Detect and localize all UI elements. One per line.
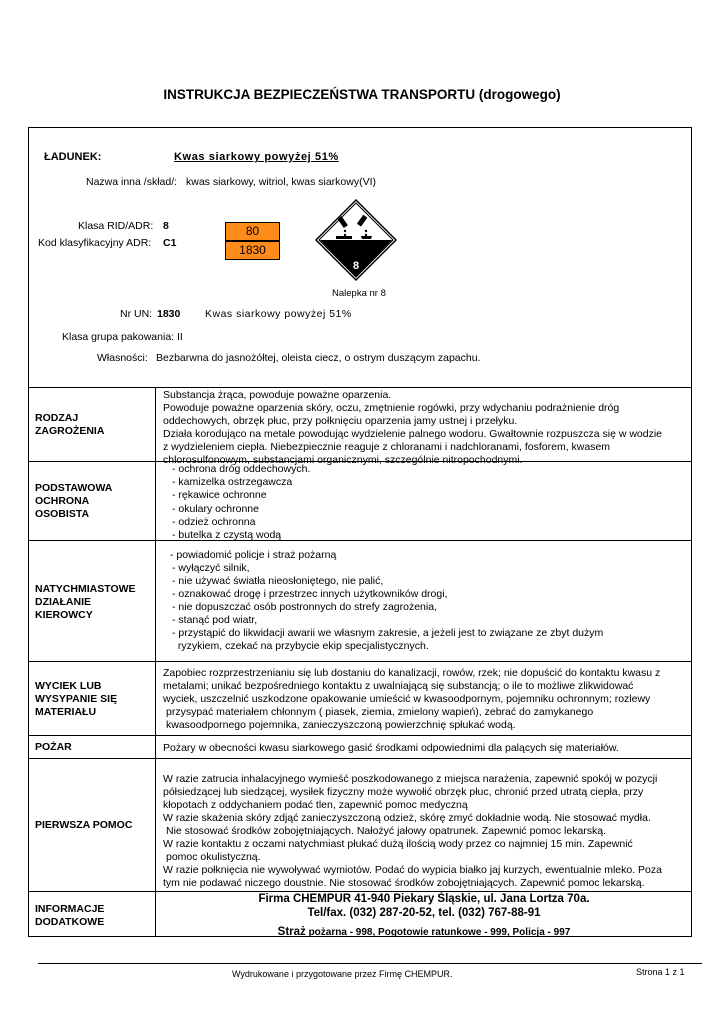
list-item: - powiadomić policje i straż pożarną — [170, 549, 337, 561]
un-label: Nr UN: — [120, 308, 153, 320]
driver-label: NATYCHMIASTOWE DZIAŁANIE KIEROWCY — [35, 583, 136, 621]
properties-value: Bezbarwna do jasnożółtej, oleista ciecz, o ostrym duszącym zapachu. — [156, 352, 481, 364]
un-name: Kwas siarkowy powyżej 51% — [205, 308, 352, 320]
list-item: - okulary ochronne — [172, 502, 259, 515]
list-item: - odzież ochronna — [172, 515, 256, 528]
label-caption: Nalepka nr 8 — [332, 288, 386, 299]
corrosive-label-icon — [314, 198, 398, 282]
divider — [28, 758, 692, 759]
footer-divider — [38, 963, 702, 964]
list-item: ryzykiem, czekać na przybycie ekip specjalistycznych. — [172, 640, 429, 652]
divider — [28, 735, 692, 736]
divider — [28, 540, 692, 541]
first-aid-text: W razie zatrucia inhalacyjnego wymieść poszkodowanego z miejsca narażenia, zapewnić spokój w pozycji półsiedzącej lub siedzącej, wysiłek fizyczny może wywołić obrzęk płuc, chronić przed utratą ciepła, przy kłopotach z oddychaniem podać tlen, zapewnić pomoc medyczną W razie skażenia skóry zdjąć zanieczyszczoną odzież, skórę zmyć dokładnie wodą. Nie stosować mydła. Nie stosować środków zobojętniających. Nałożyć jałowy opatrunek. Zapewnić pomoc lekarską. W razie kontaktu z oczami natychmiast płukać dużą ilością wody przez co najmniej 15 min. Zapewnić pomoc okulistyczną. W razie połknięcia nie wywoływać wymiotów. Podać do wypicia białko jaj kurzych, ewentualnie mleko. Poza tym nie podawać niczego doustnie. Nie stosować środków zobojętniających. Zapewnić pomoc lekarską. — [163, 773, 662, 889]
properties-label: Własności: — [97, 352, 148, 364]
driver-list — [170, 549, 603, 653]
fire-label: POŻAR — [35, 741, 72, 753]
printed-by: Wydrukowane i przygotowane przez Firmę CHEMPUR. — [232, 969, 453, 979]
hazard-number-plate: 80 — [225, 222, 280, 241]
list-item: - stanąć pod wiatr, — [172, 614, 258, 626]
ppe-label: PODSTAWOWA OCHRONA OSOBISTA — [35, 482, 113, 520]
spill-text: Zapobiec rozprzestrzenianiu się lub dostaniu do kanalizacji, rowów, rzek; nie dopuścić do kontaktu kwasu z metalami; unikać bezpośredniego kontaktu z uwalniającą się substancją; o ile to możliwe zlikwidować wyciek, uszczelnić uszkodzone opakowanie umieścić w kwasoodpornym, pojemniku ochronnym; rozlewy przysypać materiałem chłonnym ( piasek, ziemia, zmielony wapień), zebrać do zamykanego kwasoodpornego pojemnika, zanieczyszczoną powierzchnię spłukać wodą. — [163, 667, 661, 731]
list-item: - nie dopuszczać osób postronnych do strefy zagrożenia, — [172, 601, 437, 613]
label-number: 8 — [352, 260, 360, 272]
fire-text: Pożary w obecności kwasu siarkowego gasić środkami odpowiednimi dla palących się materiałów. — [163, 742, 619, 754]
company-line: Firma CHEMPUR 41-940 Piekary Śląskie, ul. Jana Lortza 70a. — [258, 893, 590, 905]
column-separator — [155, 387, 156, 937]
code-value: C1 — [163, 237, 177, 249]
hazards-text: Substancja żrąca, powoduje poważne oparzenia. Powoduje poważne oparzenia skóry, oczu, zmętnienie rogówki, przy wdychaniu podrażnienie dróg oddechowych, obrzęk płuc, przy połknięciu oparzenia jamy ustnej i przełyku. Działa korodująco na metale powodując wydzielenie palnego wodoru. Gwałtownie rozpuszcza się w wodzie z wydzieleniem ciepła. Niebezpiecznie reaguje z chloranami i nadchloranami, fosforem, kwasem chlorosulfonowym, substancjami organicznymi, szczególnie nitropochodnymi. — [163, 389, 663, 466]
spill-label: WYCIEK LUB WYSYPANIE SIĘ MATERIAŁU — [35, 680, 118, 718]
hazards-label: RODZAJ ZAGROŻENIA — [35, 412, 105, 437]
other-name-value: kwas siarkowy, witriol, kwas siarkowy(VI) — [186, 176, 376, 188]
list-item: - kamizelka ostrzegawcza — [172, 476, 293, 489]
list-item: - wyłączyć silnik, — [172, 562, 250, 574]
divider — [28, 661, 692, 662]
divider — [28, 891, 692, 892]
list-item: - butelka z czystą wodą — [172, 528, 282, 541]
list-item: - przystąpić do likwidacji awarii we własnym zakresie, a jeżeli jest to związane ze zbyt dużym — [172, 627, 604, 639]
packing-group: Klasa grupa pakowania: II — [62, 331, 183, 343]
code-label: Kod klasyfikacyjny ADR: — [38, 237, 152, 249]
class-value: 8 — [163, 220, 169, 232]
list-item: - nie używać światła nieosłoniętego, nie palić, — [172, 575, 384, 587]
cargo-label: ŁADUNEK: — [44, 151, 102, 163]
other-name-label: Nazwa inna /skład/: — [86, 176, 178, 188]
phone-line: Tel/fax. (032) 287-20-52, tel. (032) 767-88-91 — [307, 907, 541, 919]
class-label: Klasa RID/ADR: — [78, 220, 154, 232]
un-value: 1830 — [157, 308, 181, 320]
first-aid-label: PIERWSZA POMOC — [35, 819, 133, 831]
page-title: INSTRUKCJA BEZPIECZEŃSTWA TRANSPORTU (drogowego) — [163, 87, 561, 102]
list-item: - oznakować drogę i przestrzec innych użytkowników drogi, — [172, 588, 448, 600]
info-label: INFORMACJE DODATKOWE — [35, 903, 105, 928]
list-item: - rękawice ochronne — [172, 489, 267, 502]
list-item: - ochrona dróg oddechowych. — [172, 463, 311, 475]
cargo-name: Kwas siarkowy powyżej 51% — [174, 151, 339, 163]
divider — [28, 387, 692, 388]
emergency-line: Straż pożarna - 998, Pogotowie ratunkowe - 999, Policja - 997 — [277, 926, 571, 938]
page-number: Strona 1 z 1 — [636, 967, 685, 977]
ppe-list — [172, 463, 310, 542]
un-number-plate: 1830 — [225, 241, 280, 260]
